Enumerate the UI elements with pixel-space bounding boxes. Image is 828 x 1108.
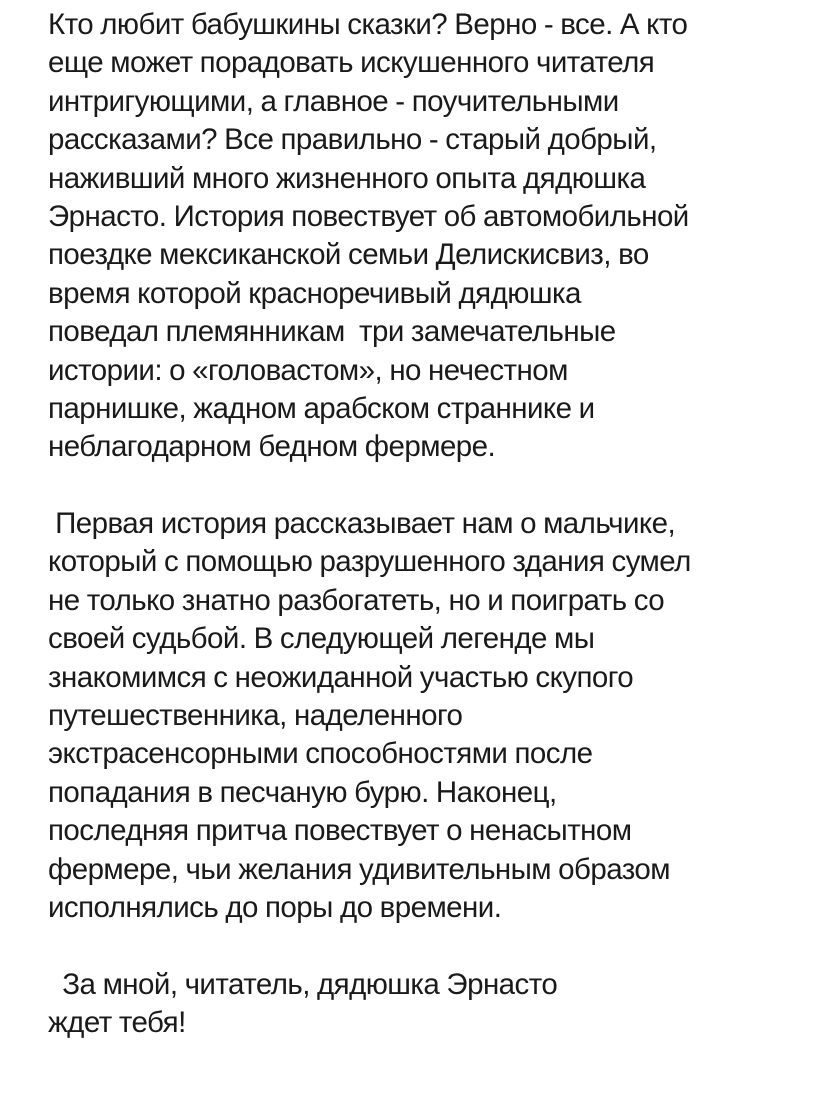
text-line: Кто любит бабушкины сказки? Верно - все. А кто	[48, 8, 688, 41]
paragraph-stories	[48, 505, 798, 927]
paragraph-intro	[48, 6, 798, 467]
text-line: Первая история рассказывает нам о мальчике,	[48, 507, 676, 541]
paragraph-gap	[48, 467, 798, 505]
text-line: время которой красноречивый дядюшка	[48, 276, 581, 310]
text-line: поездке мексиканской семьи Делискисвиз, во	[48, 238, 649, 272]
text-line: наживший много жизненного опыта дядюшка	[48, 161, 646, 195]
text-line: последняя притча повествует о ненасытном	[48, 814, 632, 848]
text-line: рассказами? Все правильно - старый добрый,	[48, 123, 657, 157]
text-line: который с помощью разрушенного здания сумел	[48, 545, 691, 579]
text-line: не только знатно разбогатеть, но и поиграть со	[48, 583, 665, 617]
paragraph-gap	[48, 927, 798, 965]
text-line: истории: о «головастом», но нечестном	[48, 353, 568, 387]
text-line: своей судьбой. В следующей легенде мы	[48, 622, 595, 656]
text-line: знакомимся с неожиданной участью скупого	[48, 660, 634, 694]
paragraph-closing	[48, 966, 798, 1043]
text-line: За мной, читатель, дядюшка Эрнасто	[48, 967, 558, 1001]
text-line: экстрасенсорными способностями после	[48, 737, 593, 771]
text-line: Эрнасто. История повествует об автомобильной	[48, 199, 689, 233]
text-line: попадания в песчаную бурю. Наконец,	[48, 775, 557, 809]
text-line: еще может порадовать искушенного читателя	[48, 46, 655, 80]
text-line: поведал племянникам три замечательные	[48, 315, 616, 349]
document-text	[48, 6, 798, 1043]
text-line: парнишке, жадном арабском страннике и	[48, 391, 595, 425]
text-line: фермере, чьи желания удивительным образом	[48, 852, 671, 886]
text-line: интригующими, а главное - поучительными	[48, 84, 619, 118]
text-line: исполнялись до поры до времени.	[48, 890, 502, 924]
text-line: ждет тебя!	[48, 1006, 186, 1040]
text-line: неблагодарном бедном фермере.	[48, 430, 496, 464]
text-line: путешественника, наделенного	[48, 699, 463, 733]
